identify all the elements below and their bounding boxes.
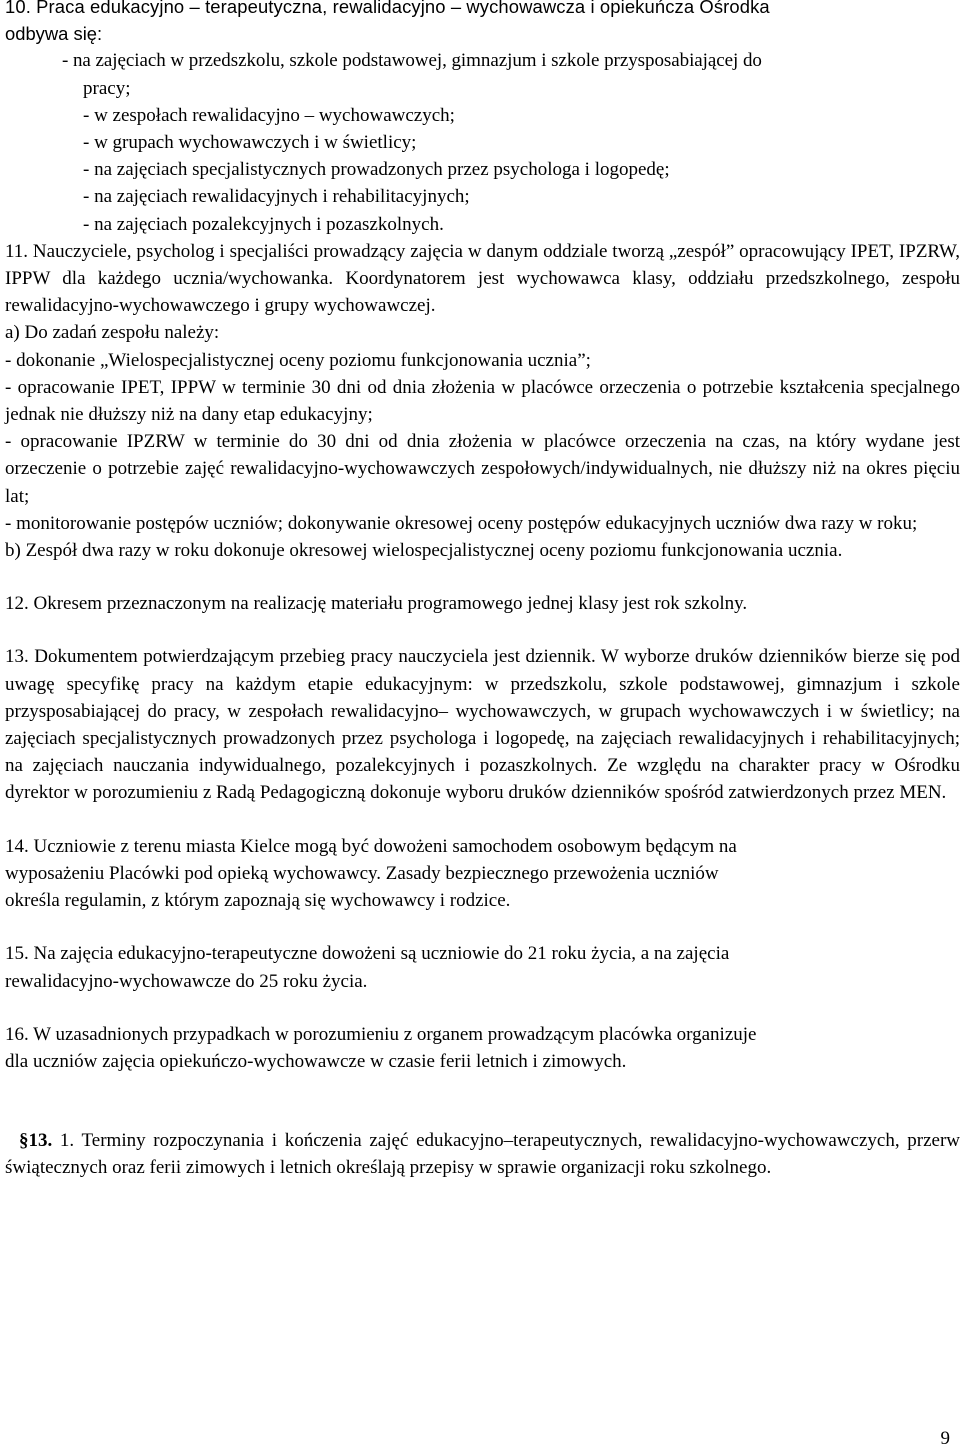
section-11-a-item: - monitorowanie postępów uczniów; dokonywanie okresowej oceny postępów edukacyjnych uczniów dwa razy w roku;: [5, 512, 918, 534]
section-10-item: - w grupach wychowawczych i w świetlicy;: [83, 132, 417, 154]
document-page: [5, 0, 960, 1182]
paragraph-13-text: 1. Terminy rozpoczynania i kończenia zajęć edukacyjno–terapeutycznych, rewalidacyjno-wychowawczych, przerw świątecznych oraz ferii zimowych i letnich określają przepisy w sprawie organizacji roku szkolnego.: [5, 1130, 960, 1179]
section-10-intro-line-2: odbywa się:: [5, 23, 103, 45]
section-14: [5, 833, 960, 915]
section-16-line: 16. W uzasadnionych przypadkach w porozumieniu z organem prowadzącym placówka organizuje: [5, 1023, 757, 1045]
section-11-a-item: - opracowanie IPET, IPPW w terminie 30 dni od dnia złożenia w placówce orzeczenia o potrzebie kształcenia specjalnego jednak nie dłuższy niż na dany etap edukacyjny;: [5, 376, 960, 426]
section-10-intro-line-1: 10. Praca edukacyjno – terapeutyczna, rewalidacyjno – wychowawcza i opiekuńcza Ośrodka: [5, 0, 770, 17]
section-14-line: wyposażeniu Placówki pod opieką wychowawcy. Zasady bezpiecznego przewożenia uczniów: [5, 862, 719, 884]
paragraph-13-heading: §13.: [19, 1130, 53, 1152]
page-number: 9: [940, 1428, 950, 1449]
section-13: 13. Dokumentem potwierdzającym przebieg pracy nauczyciela jest dziennik. W wyborze druków dzienników bierze się pod uwagę specyfikę pracy na każdym etapie edukacyjnym: w przedszkolu, szkole podstawowej, gimnazjum i szkole przysposabiającej do pracy, w zespołach rewalidacyjno– wychowawczych, w grupach wychowawczych i w świetlicy; na zajęciach specjalistycznych prowadzonych przez psychologa i logopedę, na zajęciach rewalidacyjnych i rehabilitacyjnych; na zajęciach nauczania indywidualnego, pozalekcyjnych i pozaszkolnych. Ze względu na charakter pracy w Ośrodku dyrektor w porozumieniu z Radą Pedagogiczną dokonuje wyboru druków dzienników spośród zatwierdzonych przez MEN.: [5, 646, 960, 804]
section-10-item: - na zajęciach rewalidacyjnych i rehabilitacyjnych;: [83, 186, 470, 208]
section-11-a-item: - opracowanie IPZRW w terminie do 30 dni od dnia złożenia w placówce orzeczenia na czas, na który wydane jest orzeczenie o potrzebie zajęć rewalidacyjno-wychowawczych zespołowych/indywidualnych, nie dłuższy niż na okres pięciu lat;: [5, 431, 960, 507]
section-10-item: - na zajęciach w przedszkolu, szkole podstawowej, gimnazjum i szkole przysposabiającej do: [62, 50, 762, 72]
section-10: [5, 0, 960, 238]
section-14-line: 14. Uczniowie z terenu miasta Kielce mogą być dowożeni samochodem osobowym będącym na: [5, 835, 737, 857]
section-16-line: dla uczniów zajęcia opiekuńczo-wychowawcze w czasie ferii letnich i zimowych.: [5, 1050, 627, 1072]
section-10-item: - na zajęciach pozalekcyjnych i pozaszkolnych.: [83, 213, 444, 235]
section-11-a-item: - dokonanie „Wielospecjalistycznej oceny poziomu funkcjonowania ucznia”;: [5, 349, 591, 371]
section-12: 12. Okresem przeznaczonym na realizację materiału programowego jednej klasy jest rok szkolny.: [5, 593, 748, 615]
section-15-line: rewalidacyjno-wychowawcze do 25 roku życia.: [5, 970, 368, 992]
section-11-text: 11. Nauczyciele, psycholog i specjaliści prowadzący zajęcia w danym oddziale tworzą „zespół” opracowujący IPET, IPZRW, IPPW dla każdego ucznia/wychowanka. Koordynatorem jest wychowawca klasy, oddziału przedszkolnego, zespołu rewalidacyjno-wychowawczego i grupy wychowawczej.: [5, 240, 960, 317]
section-10-item: pracy;: [83, 77, 131, 99]
section-16: [5, 1021, 960, 1075]
section-11: [5, 238, 960, 564]
paragraph-13: [5, 1127, 960, 1181]
section-10-item: - na zajęciach specjalistycznych prowadzonych przez psychologa i logopedę;: [83, 159, 670, 181]
section-11-b-text: b) Zespół dwa razy w roku dokonuje okresowej wielospecjalistycznej oceny poziomu funkcjonowania ucznia.: [5, 540, 843, 562]
section-10-item: - w zespołach rewalidacyjno – wychowawczych;: [83, 104, 455, 126]
section-15-line: 15. Na zajęcia edukacyjno-terapeutyczne dowożeni są uczniowie do 21 roku życia, a na zajęcia: [5, 943, 730, 965]
section-11-a-heading: a) Do zadań zespołu należy:: [5, 322, 220, 344]
section-15: [5, 940, 960, 994]
section-14-line: określa regulamin, z którym zapoznają się wychowawcy i rodzice.: [5, 890, 511, 912]
